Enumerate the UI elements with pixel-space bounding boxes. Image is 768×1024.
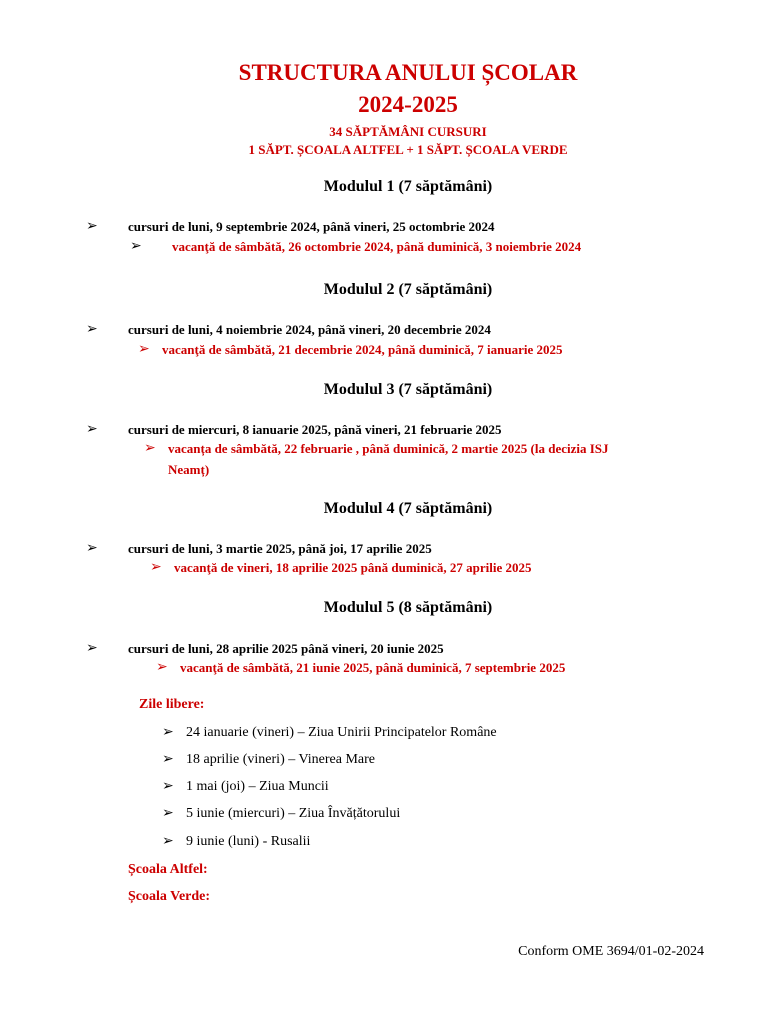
module-3-vacation-line2: Neamț) (168, 462, 210, 477)
arrowhead-bullet-icon: ➢ (162, 806, 174, 821)
module-3-title: Modulul 3 (7 săptămâni) (323, 381, 493, 398)
weeks-summary: 34 SĂPTĂMÂNI CURSURI (329, 124, 487, 139)
module-1-courses: cursuri de luni, 9 septembrie 2024, până vineri, 25 octombrie 2024 (128, 219, 495, 234)
scoala-verde-heading: Școala Verde: (128, 889, 211, 904)
module-5-title: Modulul 5 (8 săptămâni) (323, 599, 493, 616)
module-4-courses: cursuri de luni, 3 martie 2025, până joi, 17 aprilie 2025 (128, 541, 432, 556)
arrowhead-bullet-icon: ➢ (86, 219, 98, 234)
free-day-item: 5 iunie (miercuri) – Ziua Învățătorului (186, 806, 401, 821)
module-2-courses: cursuri de luni, 4 noiembrie 2024, până vineri, 20 decembrie 2024 (128, 322, 491, 337)
extra-weeks-summary: 1 SĂPT. ȘCOALA ALTFEL + 1 SĂPT. ȘCOALA VERDE (248, 142, 568, 157)
arrowhead-bullet-icon: ➢ (162, 725, 174, 740)
document-title: STRUCTURA ANULUI ȘCOLAR (238, 60, 578, 85)
free-day-item: 9 iunie (luni) - Rusalii (186, 834, 311, 849)
arrowhead-bullet-icon: ➢ (86, 422, 98, 437)
module-1-title: Modulul 1 (7 săptămâni) (323, 178, 493, 195)
arrowhead-bullet-icon: ➢ (162, 834, 174, 849)
module-2-vacation: vacanţă de sâmbătă, 21 decembrie 2024, până duminică, 7 ianuarie 2025 (162, 342, 563, 357)
module-2-title: Modulul 2 (7 săptămâni) (323, 281, 493, 298)
arrowhead-bullet-icon: ➢ (138, 342, 150, 357)
arrowhead-bullet-icon: ➢ (162, 779, 174, 794)
arrowhead-bullet-icon: ➢ (162, 752, 174, 767)
module-3-vacation-line1: vacanța de sâmbătă, 22 februarie , până duminică, 2 martie 2025 (la decizia ISJ (168, 441, 609, 456)
module-1-vacation: vacanţă de sâmbătă, 26 octombrie 2024, până duminică, 3 noiembrie 2024 (172, 239, 582, 254)
legal-reference: Conform OME 3694/01-02-2024 (518, 944, 704, 959)
arrowhead-bullet-icon: ➢ (86, 641, 98, 656)
free-day-item: 24 ianuarie (vineri) – Ziua Unirii Principatelor Române (186, 725, 497, 740)
arrowhead-bullet-icon: ➢ (86, 322, 98, 337)
arrowhead-bullet-icon: ➢ (86, 541, 98, 556)
school-year: 2024-2025 (358, 92, 458, 117)
module-4-title: Modulul 4 (7 săptămâni) (323, 500, 493, 517)
arrowhead-bullet-icon: ➢ (150, 560, 162, 575)
free-day-item: 1 mai (joi) – Ziua Muncii (186, 779, 329, 794)
arrowhead-bullet-icon: ➢ (144, 441, 156, 456)
module-3-courses: cursuri de miercuri, 8 ianuarie 2025, până vineri, 21 februarie 2025 (128, 422, 502, 437)
arrowhead-bullet-icon: ➢ (156, 660, 168, 675)
free-day-item: 18 aprilie (vineri) – Vinerea Mare (186, 752, 375, 767)
module-5-courses: cursuri de luni, 28 aprilie 2025 până vineri, 20 iunie 2025 (128, 641, 444, 656)
module-4-vacation: vacanţă de vineri, 18 aprilie 2025 până duminică, 27 aprilie 2025 (174, 560, 532, 575)
scoala-altfel-heading: Școala Altfel: (128, 862, 208, 877)
free-days-heading: Zile libere: (139, 697, 205, 712)
arrowhead-bullet-icon: ➢ (130, 239, 142, 254)
module-5-vacation: vacanţă de sâmbătă, 21 iunie 2025, până duminică, 7 septembrie 2025 (180, 660, 566, 675)
